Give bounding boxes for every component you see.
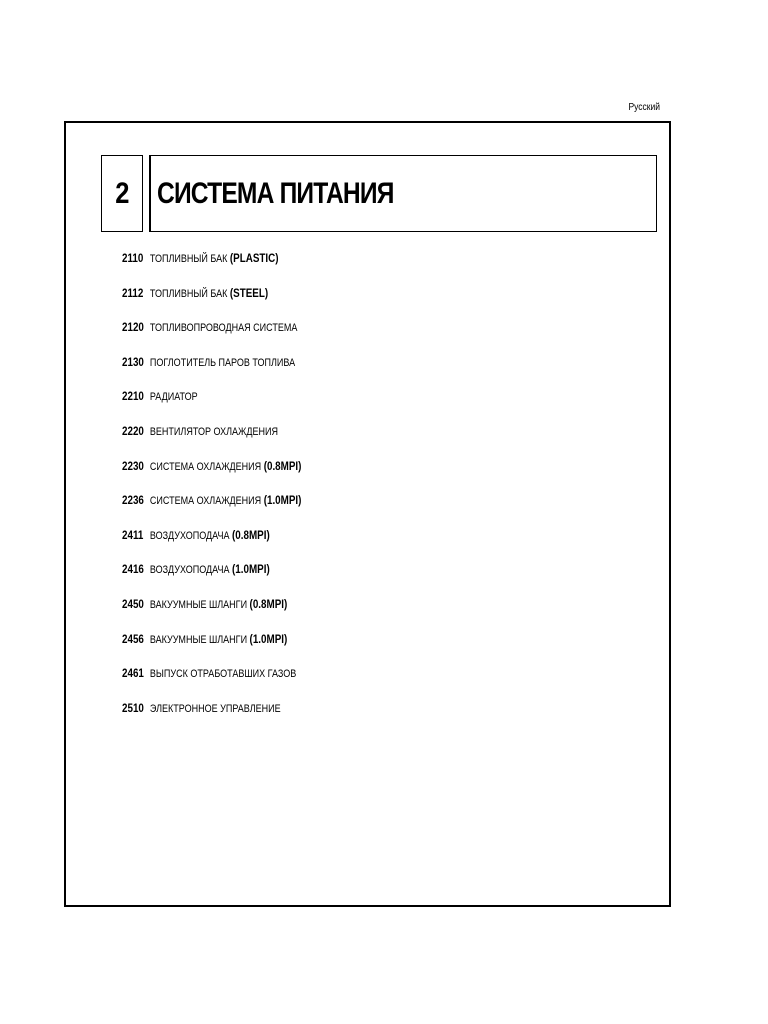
toc-item[interactable] xyxy=(122,355,532,390)
toc-title: ВЕНТИЛЯТОР ОХЛАЖДЕНИЯ xyxy=(149,425,279,438)
toc-item[interactable] xyxy=(122,562,532,597)
toc-title: ЭЛЕКТРОННОЕ УПРАВЛЕНИЕ xyxy=(149,702,281,715)
toc-code: 2210 xyxy=(122,389,144,404)
toc-item[interactable] xyxy=(122,666,532,701)
toc-code: 2416 xyxy=(122,562,144,577)
toc-code: 2236 xyxy=(122,493,144,508)
toc-title: ВАКУУМНЫЕ ШЛАНГИ xyxy=(149,598,250,611)
toc-label xyxy=(150,597,287,612)
toc-label xyxy=(150,320,298,335)
chapter-number-box xyxy=(101,155,143,232)
toc-code: 2450 xyxy=(122,596,144,611)
toc-suffix: (1.0MPI) xyxy=(263,493,302,508)
toc-code: 2120 xyxy=(122,320,144,335)
toc-title: ТОПЛИВНЫЙ БАК xyxy=(149,253,230,265)
toc-code: 2112 xyxy=(122,285,144,300)
toc-title: СИСТЕМА ОХЛАЖДЕНИЯ xyxy=(149,460,264,473)
toc-code: 2461 xyxy=(122,666,144,681)
toc-label xyxy=(150,424,278,439)
toc-item[interactable] xyxy=(122,528,532,563)
toc-suffix: (1.0MPI) xyxy=(249,631,288,646)
toc-code: 2456 xyxy=(122,631,144,646)
toc-suffix: (1.0MPI) xyxy=(231,562,270,577)
toc-label xyxy=(150,459,302,474)
toc-label xyxy=(150,666,296,681)
toc-suffix: (0.8MPI) xyxy=(249,596,288,611)
toc-suffix: (STEEL) xyxy=(229,285,269,300)
toc-item[interactable] xyxy=(122,424,532,459)
toc-label xyxy=(150,389,198,404)
toc-label xyxy=(150,562,270,577)
toc-title: РАДИАТОР xyxy=(149,391,198,404)
toc-item[interactable] xyxy=(122,459,532,494)
toc-item[interactable] xyxy=(122,597,532,632)
toc-title: ВАКУУМНЫЕ ШЛАНГИ xyxy=(149,633,250,646)
toc-title: СИСТЕМА ОХЛАЖДЕНИЯ xyxy=(149,495,264,508)
toc-suffix: (0.8MPI) xyxy=(231,527,270,542)
toc-code: 2411 xyxy=(122,527,144,542)
table-of-contents xyxy=(122,251,622,735)
toc-item[interactable] xyxy=(122,320,532,355)
toc-label xyxy=(150,632,287,647)
toc-label xyxy=(150,493,302,508)
chapter-number: 2 xyxy=(114,176,130,210)
toc-item[interactable] xyxy=(122,632,532,667)
toc-item[interactable] xyxy=(122,389,532,424)
toc-code: 2130 xyxy=(122,354,144,369)
toc-code: 2220 xyxy=(122,423,144,438)
toc-code: 2110 xyxy=(122,251,144,265)
toc-label xyxy=(150,355,295,370)
toc-title: ВОЗДУХОПОДАЧА xyxy=(149,564,232,577)
toc-item[interactable] xyxy=(122,286,532,321)
toc-code: 2230 xyxy=(122,458,144,473)
toc-label xyxy=(150,528,270,543)
toc-title: ТОПЛИВОПРОВОДНАЯ СИСТЕМА xyxy=(149,322,298,335)
toc-item[interactable] xyxy=(122,251,532,286)
toc-suffix: (0.8MPI) xyxy=(263,458,302,473)
toc-title: ВЫПУСК ОТРАБОТАВШИХ ГАЗОВ xyxy=(149,668,297,681)
toc-title: ВОЗДУХОПОДАЧА xyxy=(149,529,232,542)
toc-suffix: (PLASTIC) xyxy=(229,251,279,265)
toc-item[interactable] xyxy=(122,493,532,528)
chapter-title-box xyxy=(149,155,657,232)
toc-label xyxy=(150,701,281,716)
toc-label xyxy=(150,286,268,301)
toc-code: 2510 xyxy=(122,700,144,715)
toc-item[interactable] xyxy=(122,701,532,736)
toc-title: ТОПЛИВНЫЙ БАК xyxy=(149,287,230,300)
language-label: Русский xyxy=(628,102,660,113)
chapter-title: СИСТЕМА ПИТАНИЯ xyxy=(157,176,394,210)
toc-label xyxy=(150,251,279,266)
toc-title: ПОГЛОТИТЕЛЬ ПАРОВ ТОПЛИВА xyxy=(149,356,296,369)
